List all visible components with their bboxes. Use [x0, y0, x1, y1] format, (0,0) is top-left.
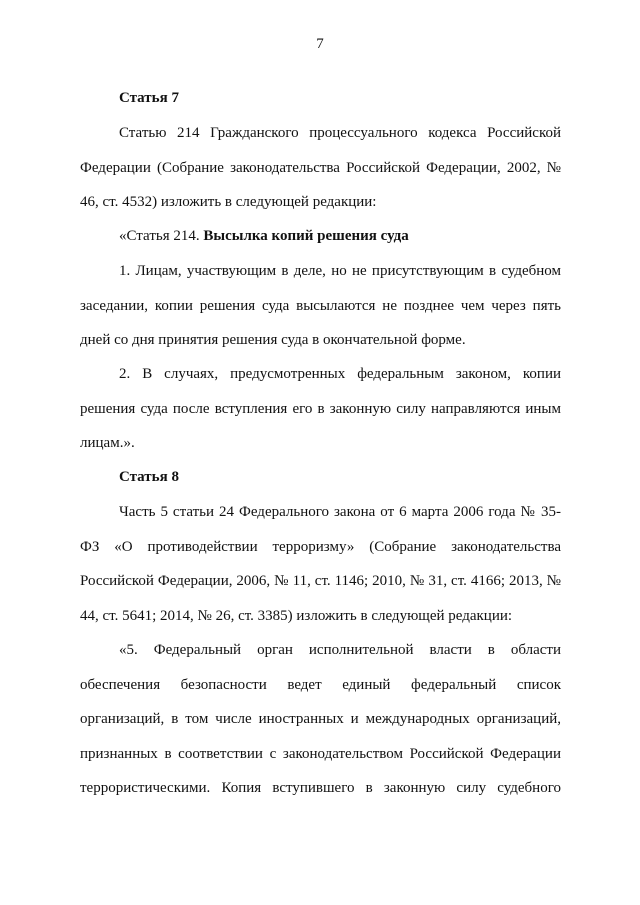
article-7-paragraph-1: 1. Лицам, участвующим в деле, но не присутствующим в судебном заседании, копии решения суда высылаются не позднее чем через пять дней со дня принятия решения суда в окончательной форме.	[80, 263, 561, 348]
article-8-intro: Часть 5 статьи 24 Федерального закона от 6 марта 2006 года № 35-ФЗ «О противодействии терроризму» (Собрание законодательства Российской Федерации, 2006, № 11, ст. 1146; 2010, № 31, ст. 4166; 2013, № 44, ст. 5641; 2014, № 26, ст. 3385) изложить в следующей редакции:	[80, 504, 561, 624]
page-number: 7	[316, 36, 324, 52]
article-7-quote-title	[80, 219, 561, 254]
article-7-heading: Статья 7	[119, 90, 179, 106]
article-214-prefix: «Статья 214.	[119, 228, 204, 244]
article-8-paragraph-5: «5. Федеральный орган исполнительной власти в области обеспечения безопасности ведет единый федеральный список организаций, в том числе иностранных и международных организаций, признанных в соответствии с законодательством Российской Федерации террористическими. Копия вступившего в законную силу судебного	[80, 642, 561, 796]
article-7-intro: Статью 214 Гражданского процессуального кодекса Российской Федерации (Собрание законодательства Российской Федерации, 2002, № 46, ст. 4532) изложить в следующей редакции:	[80, 125, 561, 210]
article-7-paragraph-2: 2. В случаях, предусмотренных федеральным законом, копии решения суда после вступления его в законную силу направляются иным лицам.».	[80, 366, 561, 451]
article-214-title: Высылка копий решения суда	[203, 228, 409, 244]
article-8-heading: Статья 8	[119, 469, 179, 485]
